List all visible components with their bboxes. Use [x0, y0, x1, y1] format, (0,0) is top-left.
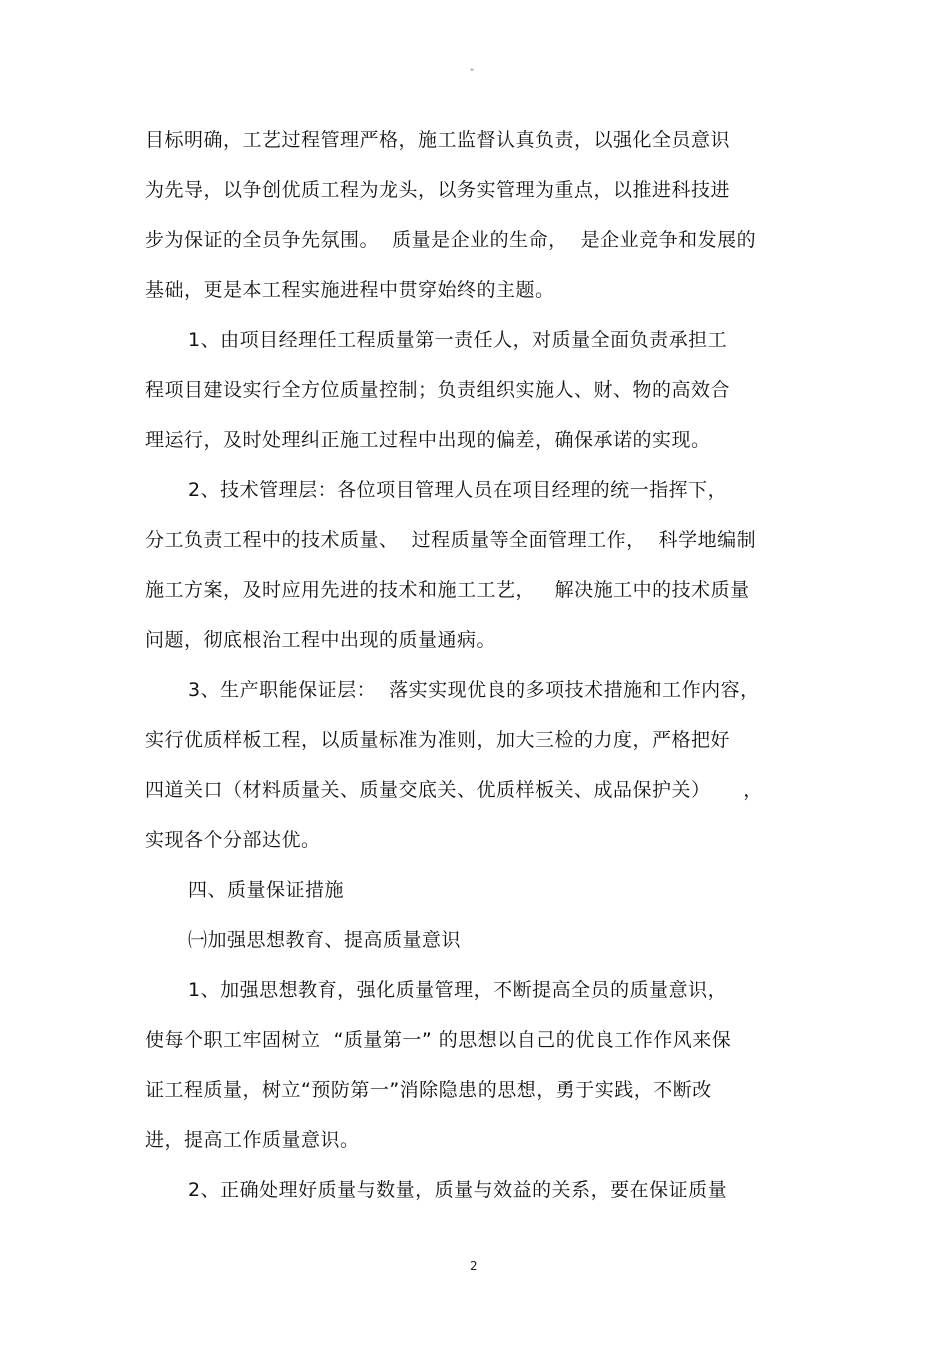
text-line-13: 实行优质样板工程，以质量标准为准则，加大三检的力度，严格把好	[145, 729, 731, 751]
text-line-2: 为先导，以争创优质工程为龙头，以务实管理为重点，以推进科技进	[145, 179, 731, 201]
text-line-18: 1、加强思想教育，强化质量管理，不断提高全员的质量意识，	[188, 979, 728, 1001]
text-line-22: 2、正确处理好质量与数量，质量与效益的关系，要在保证质量	[188, 1179, 728, 1201]
text-line-19: 使每个职工牢固树立 “质量第一” 的思想以自己的优良工作作风来保	[145, 1029, 732, 1051]
text-line-12: 3、生产职能保证层： 落实实现优良的多项技术措施和工作内容，	[188, 679, 760, 701]
text-line-11: 问题，彻底根治工程中出现的质量通病。	[145, 629, 497, 651]
text-line-14: 四道关口（材料质量关、质量交底关、优质样板关、成品保护关） ，	[145, 779, 763, 801]
text-line-21: 进，提高工作质量意识。	[145, 1129, 360, 1151]
text-line-6: 程项目建设实行全方位质量控制；负责组织实施人、财、物的高效合	[145, 379, 731, 401]
header-mark: "	[470, 68, 475, 78]
page-number: 2	[470, 1259, 478, 1273]
text-line-8: 2、技术管理层：各位项目管理人员在项目经理的统一指挥下，	[188, 479, 728, 501]
text-line-4: 基础，更是本工程实施进程中贯穿始终的主题。	[145, 279, 555, 301]
text-line-10: 施工方案，及时应用先进的技术和施工工艺， 解决施工中的技术质量	[145, 579, 750, 601]
section-heading: 四、质量保证措施	[188, 879, 345, 901]
text-line-1: 目标明确，工艺过程管理严格，施工监督认真负责，以强化全员意识	[145, 129, 731, 151]
text-line-20: 证工程质量，树立“预防第一”消除隐患的思想，勇于实践，不断改	[145, 1079, 712, 1101]
subsection-heading: ㈠加强思想教育、提高质量意识	[188, 929, 462, 951]
text-line-7: 理运行，及时处理纠正施工过程中出现的偏差，确保承诺的实现。	[145, 429, 711, 451]
text-line-3: 步为保证的全员争先氛围。 质量是企业的生命， 是企业竞争和发展的	[145, 229, 757, 251]
text-line-15: 实现各个分部达优。	[145, 829, 321, 851]
text-line-5: 1、由项目经理任工程质量第一责任人，对质量全面负责承担工	[188, 329, 728, 351]
text-line-9: 分工负责工程中的技术质量、 过程质量等全面管理工作， 科学地编制	[145, 529, 757, 551]
